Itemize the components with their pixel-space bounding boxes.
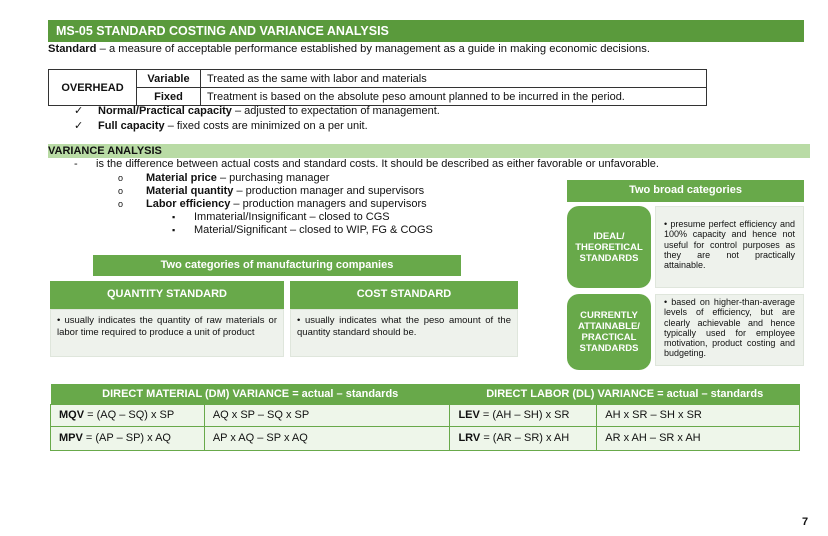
page-title: MS-05 STANDARD COSTING AND VARIANCE ANALYSIS bbox=[48, 20, 804, 42]
table-row bbox=[51, 404, 800, 426]
table-header-row bbox=[51, 384, 800, 404]
dm-expanded-cell: AP x AQ – SP x AQ bbox=[204, 426, 450, 450]
page-number: 7 bbox=[802, 516, 809, 528]
variance-formula: = (AR – SR) x AH bbox=[480, 432, 570, 444]
cost-standard-desc: • usually indicates what the peso amount of the quantity standard should be. bbox=[290, 309, 518, 357]
circle-bullet-icon: o bbox=[118, 186, 124, 197]
quantity-standard-title: QUANTITY STANDARD bbox=[50, 281, 284, 309]
check-icon: ✓ bbox=[74, 119, 84, 132]
dl-expanded-cell: AH x SR – SH x SR bbox=[597, 404, 800, 426]
current-standards-title: CURRENTLY ATTAINABLE/ PRACTICAL STANDARDS bbox=[567, 294, 651, 370]
capacity-term: Normal/Practical capacity bbox=[98, 105, 232, 117]
list-item bbox=[118, 198, 427, 211]
closing-list bbox=[172, 211, 433, 237]
capacity-list bbox=[74, 104, 440, 133]
square-bullet-icon: ▪ bbox=[172, 212, 176, 222]
overhead-type: Fixed bbox=[137, 88, 201, 106]
dm-formula-cell bbox=[51, 404, 205, 426]
ideal-standards-desc: • presume perfect efficiency and 100% capacity and hence not useful for control purposes as they are not practically attainable. bbox=[655, 206, 804, 288]
capacity-item bbox=[74, 104, 440, 119]
overhead-row bbox=[49, 88, 707, 106]
standard-term: Standard bbox=[48, 43, 97, 55]
standard-definition bbox=[48, 43, 650, 55]
cost-standard-title: COST STANDARD bbox=[290, 281, 518, 309]
variance-definition bbox=[74, 158, 659, 170]
item-term: Labor efficiency bbox=[146, 198, 231, 211]
capacity-text: – adjusted to expectation of management. bbox=[231, 105, 440, 117]
dl-expanded-cell: AR x AH – SR x AH bbox=[597, 426, 800, 450]
item-text: – production manager and supervisors bbox=[233, 185, 425, 198]
capacity-item bbox=[74, 119, 440, 134]
overhead-label: OVERHEAD bbox=[49, 70, 137, 106]
overhead-row bbox=[49, 70, 707, 88]
dl-variance-header: DIRECT LABOR (DL) VARIANCE = actual – standards bbox=[450, 384, 800, 404]
dash-bullet: - bbox=[74, 158, 78, 170]
dl-formula-cell bbox=[450, 404, 597, 426]
list-item bbox=[118, 185, 427, 198]
item-text: – production managers and supervisors bbox=[230, 198, 427, 211]
item-text: Material/Significant – closed to WIP, FG & COGS bbox=[194, 224, 433, 237]
capacity-text: – fixed costs are minimized on a per unit. bbox=[164, 119, 368, 132]
variance-definition-text: is the difference between actual costs and standard costs. It should be described as either favorable or unfavorable. bbox=[96, 158, 659, 170]
variance-heading: VARIANCE ANALYSIS bbox=[48, 144, 810, 158]
square-bullet-icon: ▪ bbox=[172, 225, 176, 236]
dm-formula-cell bbox=[51, 426, 205, 450]
current-standards-desc: • based on higher-than-average levels of efficiency, but are clearly achievable and hence typically used for employee motivation, product costing and budgeting. bbox=[655, 294, 804, 366]
variance-name: MQV bbox=[59, 409, 85, 421]
list-item bbox=[172, 211, 433, 224]
check-icon: ✓ bbox=[74, 105, 84, 117]
overhead-type: Variable bbox=[137, 70, 201, 88]
dl-formula-cell bbox=[450, 426, 597, 450]
item-text: – purchasing manager bbox=[216, 172, 330, 184]
quantity-standard-desc: • usually indicates the quantity of raw materials or labor time required to produce a unit of product bbox=[50, 309, 284, 357]
item-text: Immaterial/Insignificant – closed to CGS bbox=[194, 211, 390, 223]
standard-text: – a measure of acceptable performance established by management as a guide in making economic decisions. bbox=[96, 43, 650, 55]
overhead-treatment: Treatment is based on the absolute peso amount planned to be incurred in the period. bbox=[201, 88, 707, 106]
variance-name: LEV bbox=[458, 409, 480, 421]
variance-formula: = (AP – SP) x AQ bbox=[82, 432, 171, 444]
variance-formula-table bbox=[50, 384, 800, 451]
table-row bbox=[51, 426, 800, 450]
circle-bullet-icon: o bbox=[118, 173, 124, 183]
ideal-standards-title: IDEAL/ THEORETICAL STANDARDS bbox=[567, 206, 651, 288]
list-item bbox=[172, 224, 433, 237]
capacity-term: Full capacity bbox=[98, 119, 165, 132]
list-item bbox=[118, 172, 427, 185]
variance-name: LRV bbox=[458, 432, 481, 444]
variance-formula: = (AH – SH) x SR bbox=[479, 409, 570, 421]
overhead-table bbox=[48, 69, 707, 106]
responsibility-list bbox=[118, 172, 427, 212]
item-term: Material price bbox=[146, 172, 217, 184]
variance-name: MPV bbox=[59, 432, 83, 444]
dm-variance-header: DIRECT MATERIAL (DM) VARIANCE = actual – standards bbox=[51, 384, 450, 404]
item-term: Material quantity bbox=[146, 185, 234, 198]
broad-categories-heading: Two broad categories bbox=[567, 180, 804, 202]
overhead-treatment: Treated as the same with labor and materials bbox=[201, 70, 707, 88]
variance-formula: = (AQ – SQ) x SP bbox=[84, 409, 175, 421]
mfg-categories-heading: Two categories of manufacturing companies bbox=[93, 255, 461, 276]
circle-bullet-icon: o bbox=[118, 199, 124, 210]
dm-expanded-cell: AQ x SP – SQ x SP bbox=[204, 404, 450, 426]
